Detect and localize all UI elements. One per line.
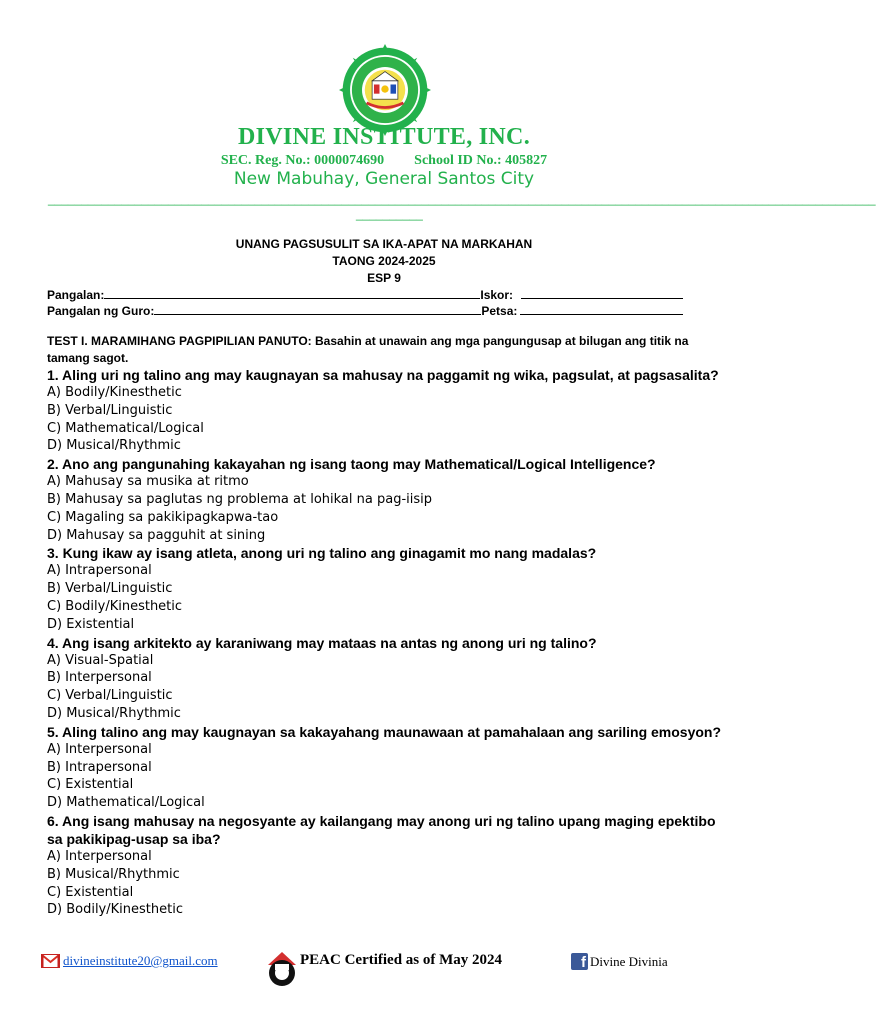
header-divider-continued: __________ bbox=[356, 207, 423, 221]
test-instructions: TEST I. MARAMIHANG PAGPIPILIAN PANUTO: Basahin at unawain ang mga pangungusap at bilugan ang titik na tamang sagot. bbox=[47, 334, 689, 365]
question-list bbox=[47, 366, 727, 919]
question-6: 6. Ang isang mahusay na negosyante ay kailangang may anong uri ng talino upang maging epektibo sa pakikipag-usap sa iba? bbox=[47, 812, 716, 847]
date-label: Petsa: bbox=[481, 304, 518, 318]
choice-1a[interactable]: A) Bodily/Kinesthetic bbox=[47, 385, 182, 400]
choice-5b[interactable]: B) Intrapersonal bbox=[47, 759, 152, 775]
question-1: 1. Aling uri ng talino ang may kaugnayan sa mahusay na paggamit ng wika, pagsulat, at pagsasalita? bbox=[47, 367, 719, 383]
choice-4a[interactable]: A) Visual-Spatial bbox=[47, 652, 154, 668]
question-4: 4. Ang isang arkitekto ay karaniwang may mataas na antas ng anong uri ng talino? bbox=[47, 634, 597, 651]
choice-6a[interactable]: A) Interpersonal bbox=[47, 848, 152, 864]
exam-title: UNANG PAGSUSULIT SA IKA-APAT NA MARKAHAN bbox=[235, 237, 533, 251]
email-link[interactable]: divineinstitute20@gmail.com bbox=[63, 953, 218, 968]
peac-certification bbox=[266, 951, 502, 987]
teacher-date-row bbox=[47, 303, 683, 318]
choice-1b[interactable]: B) Verbal/Linguistic bbox=[47, 402, 173, 418]
teacher-label: Pangalan ng Guro: bbox=[47, 304, 155, 318]
question-3: 3. Kung ikaw ay isang atleta, anong uri ng talino ang ginagamit mo nang madalas? bbox=[47, 545, 597, 562]
header-divider: ____________________________________________________________________________________________________________________________ bbox=[48, 192, 876, 206]
name-blank[interactable] bbox=[104, 287, 480, 299]
question-5: 5. Aling talino ang may kaugnayan sa kakayahang maunawaan at pamahalaan ang sariling emosyon? bbox=[47, 723, 722, 740]
choice-1d[interactable]: D) Musical/Rhythmic bbox=[47, 438, 181, 454]
name-label: Pangalan: bbox=[47, 288, 105, 302]
date-blank[interactable] bbox=[520, 303, 683, 315]
question-2: 2. Ano ang pangunahing kakayahan ng isang taong may Mathematical/Logical Intelligence? bbox=[47, 456, 656, 473]
peac-logo-icon bbox=[266, 951, 298, 987]
score-label: Iskor: bbox=[480, 288, 514, 302]
choice-3d[interactable]: D) Existential bbox=[47, 616, 135, 632]
choice-2a[interactable]: A) Mahusay sa musika at ritmo bbox=[47, 474, 249, 490]
choice-3c[interactable]: C) Bodily/Kinesthetic bbox=[47, 598, 183, 614]
choice-5a[interactable]: A) Interpersonal bbox=[47, 741, 152, 757]
choice-1c[interactable]: C) Mathematical/Logical bbox=[47, 420, 204, 436]
choice-4d[interactable]: D) Musical/Rhythmic bbox=[47, 705, 181, 721]
registration-line bbox=[0, 153, 768, 169]
teacher-blank[interactable] bbox=[154, 303, 481, 315]
school-year: TAONG 2024-2025 bbox=[332, 254, 436, 268]
choice-3b[interactable]: B) Verbal/Linguistic bbox=[47, 581, 173, 597]
name-score-row bbox=[47, 287, 683, 302]
choice-6d[interactable]: D) Bodily/Kinesthetic bbox=[47, 902, 183, 918]
choice-2c[interactable]: C) Magaling sa pakikipagkapwa-tao bbox=[47, 509, 279, 525]
choice-2d[interactable]: D) Mahusay sa pagguhit at sining bbox=[47, 527, 266, 543]
school-address: New Mabuhay, General Santos City bbox=[233, 169, 535, 189]
choice-6b[interactable]: B) Musical/Rhythmic bbox=[47, 866, 180, 882]
choice-5d[interactable]: D) Mathematical/Logical bbox=[47, 795, 205, 811]
school-seal-icon bbox=[339, 44, 431, 136]
choice-3a[interactable]: A) Intrapersonal bbox=[47, 563, 152, 579]
score-blank[interactable] bbox=[521, 287, 683, 299]
subject: ESP 9 bbox=[367, 271, 401, 285]
choice-4b[interactable]: B) Interpersonal bbox=[47, 670, 152, 686]
footer-email bbox=[41, 953, 218, 969]
school-id-number: School ID No.: 405827 bbox=[414, 153, 548, 168]
peac-text: PEAC Certified as of May 2024 bbox=[300, 952, 503, 968]
choice-5c[interactable]: C) Existential bbox=[47, 777, 134, 793]
facebook-name[interactable]: Divine Divinia bbox=[590, 953, 668, 969]
sec-reg-number: SEC. Reg. No.: 0000074690 bbox=[220, 153, 385, 168]
gmail-icon bbox=[41, 954, 60, 968]
footer-facebook bbox=[571, 953, 668, 970]
choice-4c[interactable]: C) Verbal/Linguistic bbox=[47, 688, 173, 704]
school-name: DIVINE INSTITUTE, INC. bbox=[237, 124, 530, 150]
choice-2b[interactable]: B) Mahusay sa paglutas ng problema at lohikal na pag-iisip bbox=[47, 491, 433, 507]
facebook-icon: f bbox=[571, 953, 588, 970]
choice-6c[interactable]: C) Existential bbox=[47, 884, 134, 900]
